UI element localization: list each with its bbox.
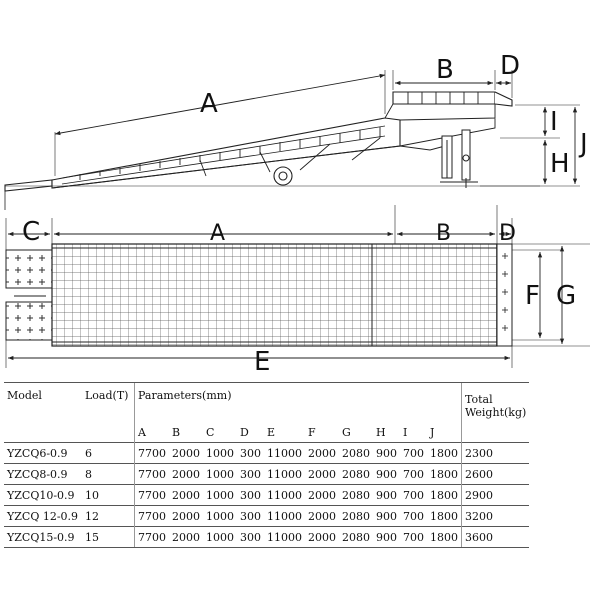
top-lip-strip xyxy=(497,244,512,346)
cell-param: 900 xyxy=(373,485,400,506)
header-load: Load(T) xyxy=(82,383,135,443)
cell-param: 11000 xyxy=(264,443,305,464)
cell-param: 2000 xyxy=(305,443,339,464)
cell-model: YZCQ8-0.9 xyxy=(4,464,82,485)
cell-param: 300 xyxy=(237,506,264,527)
cell-param: 1800 xyxy=(427,527,462,548)
cell-weight: 3600 xyxy=(462,527,530,548)
cell-weight: 2300 xyxy=(462,443,530,464)
cell-param: 2000 xyxy=(305,485,339,506)
cell-param: 7700 xyxy=(135,443,170,464)
cell-param: 2000 xyxy=(169,443,203,464)
cell-param: 2000 xyxy=(169,506,203,527)
dim-label-e: E xyxy=(254,347,271,377)
cell-load: 12 xyxy=(82,506,135,527)
cell-param: 700 xyxy=(400,485,427,506)
ground-lip-plate xyxy=(5,180,52,191)
wheel xyxy=(274,167,292,185)
table-row xyxy=(4,464,529,485)
header-total-weight xyxy=(462,383,530,443)
cell-param: 2000 xyxy=(305,527,339,548)
dim-label-c: C xyxy=(22,217,41,247)
spec-table xyxy=(4,382,529,548)
param-header: A xyxy=(135,422,170,443)
cell-param: 700 xyxy=(400,527,427,548)
cell-param: 2000 xyxy=(169,464,203,485)
table-header-row xyxy=(4,383,529,423)
cell-param: 2080 xyxy=(339,506,373,527)
cell-param: 700 xyxy=(400,464,427,485)
cell-param: 1800 xyxy=(427,443,462,464)
cell-param: 900 xyxy=(373,527,400,548)
top-lip xyxy=(495,92,512,106)
param-header: D xyxy=(240,425,249,439)
cell-param: 300 xyxy=(237,485,264,506)
table-row xyxy=(4,527,529,548)
cell-load: 6 xyxy=(82,443,135,464)
cell-param: 7700 xyxy=(135,485,170,506)
dim-label-a-top: A xyxy=(210,221,226,246)
dim-label-d-top: D xyxy=(499,221,516,246)
cell-param: 300 xyxy=(237,464,264,485)
cell-weight: 3200 xyxy=(462,506,530,527)
cell-model: YZCQ10-0.9 xyxy=(4,485,82,506)
dim-label-j: J xyxy=(580,129,588,159)
cell-param: 11000 xyxy=(264,464,305,485)
cell-param: 11000 xyxy=(264,506,305,527)
cell-model: YZCQ15-0.9 xyxy=(4,527,82,548)
param-header: J xyxy=(430,425,435,439)
header-weight: Weight(kg) xyxy=(465,406,527,419)
cell-param: 1000 xyxy=(203,527,237,548)
cell-param: 300 xyxy=(237,527,264,548)
param-header: B xyxy=(172,425,181,439)
dim-label-h: H xyxy=(550,149,570,179)
cell-param: 1800 xyxy=(427,506,462,527)
lip-plate-upper xyxy=(6,250,52,288)
dim-label-g: G xyxy=(556,281,577,311)
cell-model: YZCQ6-0.9 xyxy=(4,443,82,464)
cell-param: 900 xyxy=(373,506,400,527)
param-header: I xyxy=(403,425,408,439)
cell-param: 2080 xyxy=(339,464,373,485)
cell-param: 7700 xyxy=(135,506,170,527)
cell-param: 1000 xyxy=(203,485,237,506)
dim-label-d-side: D xyxy=(500,51,521,81)
cell-load: 8 xyxy=(82,464,135,485)
cell-param: 1000 xyxy=(203,443,237,464)
dim-label-b-side: B xyxy=(436,55,454,85)
side-view xyxy=(5,92,540,210)
cell-param: 2000 xyxy=(169,527,203,548)
cell-param: 900 xyxy=(373,443,400,464)
top-view xyxy=(6,244,512,346)
hydraulic-legs xyxy=(440,130,478,188)
cell-param: 2000 xyxy=(305,464,339,485)
ramp-mesh-deck xyxy=(52,244,497,346)
cell-param: 300 xyxy=(237,443,264,464)
cell-model: YZCQ 12-0.9 xyxy=(4,506,82,527)
cell-param: 700 xyxy=(400,443,427,464)
cell-param: 1800 xyxy=(427,464,462,485)
cell-param: 11000 xyxy=(264,485,305,506)
param-header: H xyxy=(376,425,386,439)
cell-param: 900 xyxy=(373,464,400,485)
header-parameters: Parameters(mm) xyxy=(135,383,462,423)
cell-param: 2080 xyxy=(339,527,373,548)
cell-param: 7700 xyxy=(135,464,170,485)
cell-load: 10 xyxy=(82,485,135,506)
dim-label-a-side: A xyxy=(200,89,218,119)
param-header: C xyxy=(206,425,215,439)
header-model: Model xyxy=(4,383,82,443)
cell-param: 2080 xyxy=(339,443,373,464)
cell-weight: 2900 xyxy=(462,485,530,506)
cell-param: 1000 xyxy=(203,506,237,527)
cell-param: 1000 xyxy=(203,464,237,485)
table-row xyxy=(4,443,529,464)
cell-weight: 2600 xyxy=(462,464,530,485)
param-header: E xyxy=(267,425,276,439)
dim-label-f: F xyxy=(525,281,540,311)
cell-param: 11000 xyxy=(264,527,305,548)
dim-label-i: I xyxy=(550,107,558,137)
table-row xyxy=(4,506,529,527)
cell-param: 700 xyxy=(400,506,427,527)
cell-param: 1800 xyxy=(427,485,462,506)
header-total: Total xyxy=(465,393,493,406)
cell-param: 7700 xyxy=(135,527,170,548)
param-header: G xyxy=(342,425,351,439)
spec-table-container xyxy=(4,382,544,548)
cell-param: 2000 xyxy=(169,485,203,506)
cell-param: 2000 xyxy=(305,506,339,527)
cell-param: 2080 xyxy=(339,485,373,506)
lip-plate-lower xyxy=(6,302,52,340)
cell-load: 15 xyxy=(82,527,135,548)
dim-label-b-top: B xyxy=(436,221,452,246)
param-header: F xyxy=(308,425,316,439)
table-row xyxy=(4,485,529,506)
